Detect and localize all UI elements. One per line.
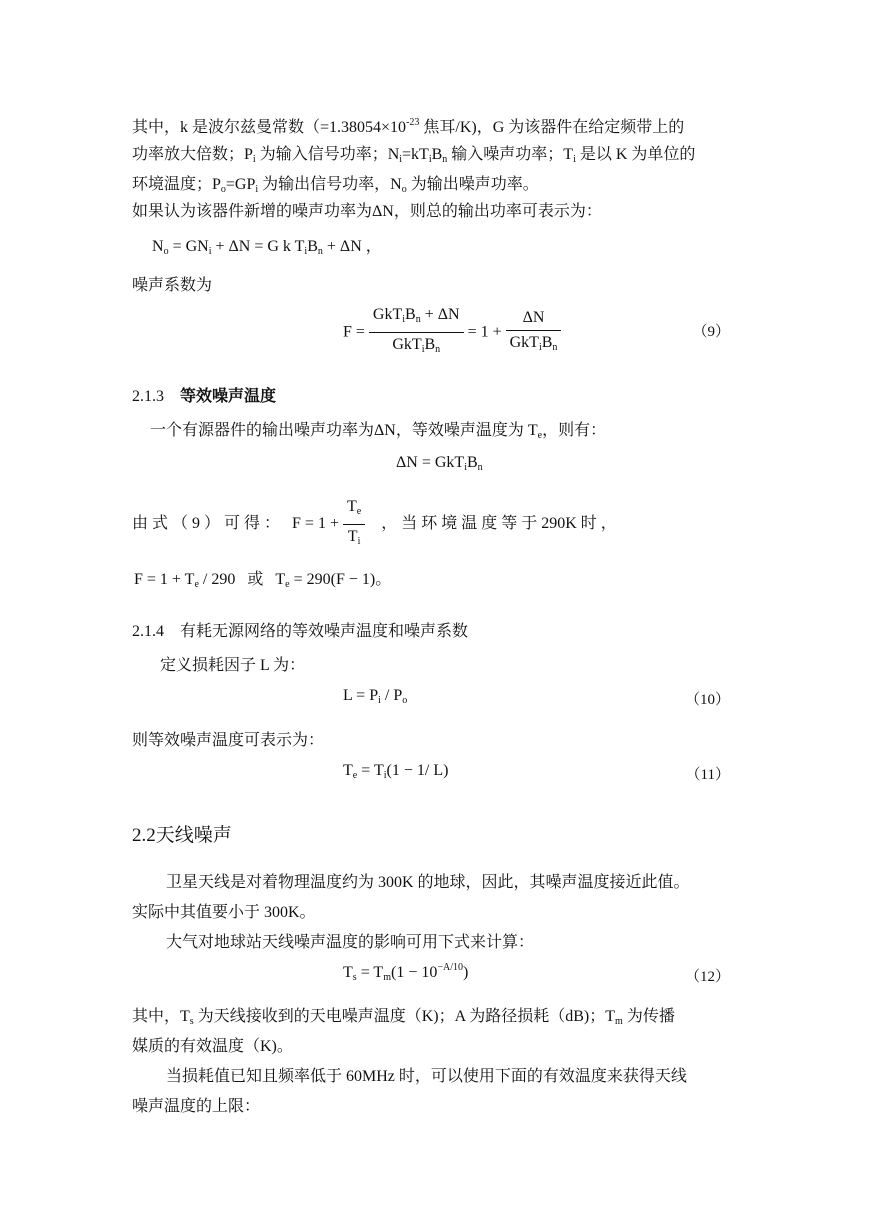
text: 为输入信号功率；N	[255, 146, 400, 163]
subscript: i	[255, 184, 259, 195]
text: = GN	[168, 238, 209, 255]
fraction	[506, 308, 562, 358]
text: 是以 K 为单位的	[575, 146, 696, 163]
text: ，则有：	[542, 422, 607, 439]
text: 一个有源器件的输出噪声功率为ΔN，等效噪声温度为 T	[150, 422, 538, 439]
text: B	[307, 238, 318, 255]
numerator: $T_e$	[343, 497, 365, 525]
paragraph-line: 噪声温度的上限：	[132, 1098, 261, 1115]
section-heading-2-1-3	[132, 383, 276, 406]
equation-f-te: $F = 1 + T_e / 290$ 或 $T_e = 290(F - 1)$。	[134, 571, 392, 590]
section-title: 有耗无源网络的等效噪声温度和噪声系数	[180, 623, 469, 640]
paragraph-line: 定义损耗因子 L 为：	[160, 657, 306, 674]
text: F = 1 +	[292, 515, 343, 533]
text: B	[431, 146, 443, 163]
numerator: ΔN	[506, 308, 562, 331]
text: 焦耳/K)，G 为该器件在给定频带上的	[419, 119, 685, 136]
text-or: 或	[247, 571, 264, 588]
fraction	[369, 305, 464, 360]
subscript: n	[317, 246, 323, 257]
paragraph-line: 卫星天线是对着物理温度约为 300K 的地球，因此，其噪声温度接近此值。	[166, 874, 690, 891]
section-heading-2-1-4	[132, 618, 468, 641]
paragraph-line: 当损耗值已知且频率低于 60MHz 时，可以使用下面的有效温度来获得天线	[166, 1068, 687, 1085]
subscript: o	[163, 246, 169, 257]
subscript: i	[428, 154, 432, 165]
text: + ΔN = G k T	[211, 238, 305, 255]
paragraph-line: 其中，$T_s$ 为天线接收到的天电噪声温度（K)；A 为路径损耗（dB)；$T_m$ 为传播	[132, 1008, 675, 1027]
equation-11: $T_e = T_i(1 - 1/$ L)	[343, 762, 449, 781]
derivation-line	[132, 497, 617, 547]
paragraph-line	[132, 145, 695, 170]
subscript: i	[573, 154, 576, 165]
text: 为输出信号功率，N	[258, 176, 402, 193]
text: F =	[343, 323, 369, 341]
equation-delta-n: $\Delta N = GkT_iB_n$	[396, 454, 483, 473]
subscript: e	[537, 430, 543, 441]
paragraph-line: 则等效噪声温度可表示为：	[132, 732, 325, 749]
superscript: -23	[406, 117, 420, 128]
equation-9	[343, 305, 561, 360]
equation-12: $T_s = T_m(1 - 10^{-A/10})$	[343, 962, 469, 983]
denominator: $GkT_iB_n$	[392, 336, 441, 355]
section-number: 2.1.3	[132, 388, 164, 405]
section-number: 2.1.4	[132, 623, 164, 640]
paragraph-line	[132, 175, 539, 200]
subscript: i	[252, 154, 256, 165]
noise-factor-label: 噪声系数为	[132, 277, 213, 294]
denominator: $T_i$	[347, 528, 361, 547]
text: 输入噪声功率；T	[447, 146, 574, 163]
text: 为输出噪声功率。	[406, 176, 539, 193]
paragraph-line	[150, 421, 606, 446]
equation-noise-output	[152, 233, 382, 257]
section-title: 等效噪声温度	[180, 388, 277, 405]
paragraph-line: 大气对地球站天线噪声温度的影响可用下式来计算：	[166, 934, 535, 951]
paragraph-line: 如果认为该器件新增的噪声功率为ΔN，则总的输出功率可表示为：	[132, 203, 602, 220]
text: N	[152, 238, 164, 255]
paragraph-line	[132, 113, 684, 138]
equation-number: （12）	[684, 969, 730, 985]
text: 其中，k 是波尔兹曼常数（=1.38054×10	[132, 119, 407, 136]
subscript: i	[304, 246, 308, 257]
paragraph-line: 媒质的有效温度（K)。	[132, 1038, 293, 1055]
subscript: o	[220, 184, 226, 195]
equation-number: （9）	[692, 324, 730, 340]
section-heading-2-2: 2.2天线噪声	[132, 825, 232, 846]
paragraph-line: 实际中其值要小于 300K。	[132, 904, 316, 921]
fraction	[343, 497, 365, 552]
subscript: i	[208, 246, 212, 257]
equation-number: （11）	[685, 767, 730, 783]
text: ， 当 环 境 温 度 等 于 290K 时 ，	[381, 515, 617, 533]
subscript: n	[442, 154, 448, 165]
text: =kT	[402, 146, 429, 163]
subscript: o	[401, 184, 407, 195]
text: + ΔN ，	[322, 238, 382, 255]
text: =GP	[225, 176, 256, 193]
denominator: $GkT_iB_n$	[509, 333, 558, 353]
numerator: $GkT_iB_n + \Delta N$	[369, 305, 464, 333]
text: 环境温度；P	[132, 176, 221, 193]
equation-10: $L = P_i / P_o$	[343, 687, 408, 706]
text: 由 式 （ 9 ） 可 得 ：	[132, 515, 281, 533]
equation-number: （10）	[684, 692, 730, 708]
text: 功率放大倍数；P	[132, 146, 253, 163]
subscript: i	[399, 154, 403, 165]
text: = 1 +	[467, 323, 506, 341]
